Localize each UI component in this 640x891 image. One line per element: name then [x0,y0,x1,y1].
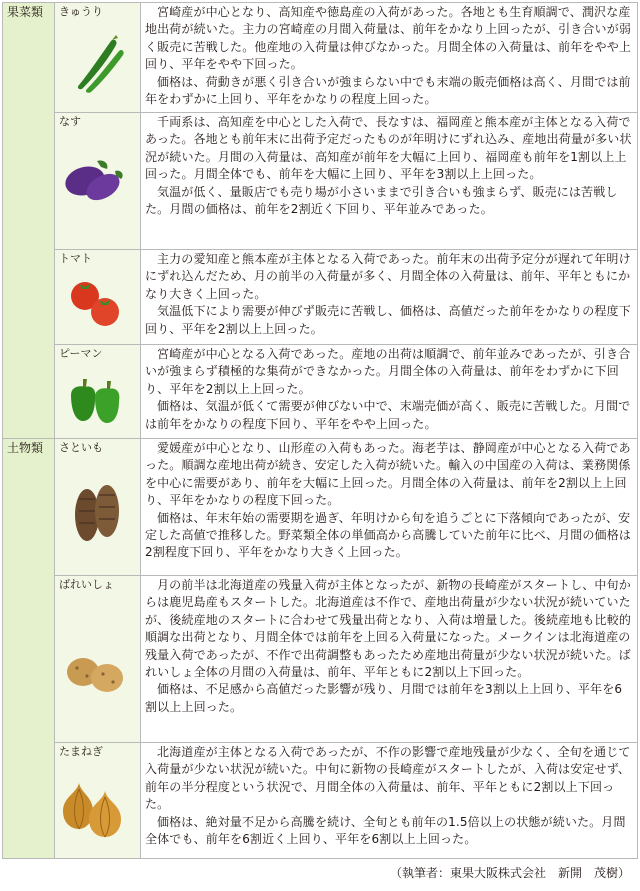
row-potato [3,576,638,743]
item-name: トマト [59,252,92,265]
description-cell [141,3,638,113]
item-name: なす [59,115,81,128]
description-cell [141,113,638,250]
description-cell [141,439,638,576]
potato-icon [63,646,129,700]
paragraph: 愛媛産が中心となり、山形産の入荷もあった。海老芋は、静岡産が中心となる入荷であった。順調な産地出荷が続き、安定した入荷が続いた。輸入の中国産の入荷は、業務関係を中心に需要があり、前年を大幅に上回った。月間全体の入荷量は、前年を2割以上上回り、平年をかなりの程度下回った。 [145,441,631,508]
name-cell [55,250,141,345]
row-pepper [3,345,638,439]
row-tomato [3,250,638,345]
category-label: 土物類 [7,441,44,455]
name-cell [55,743,141,859]
description-cell [141,250,638,345]
description-cell [141,345,638,439]
paragraph: 主力の愛知産と熊本産が主体となる入荷であった。前年末の出荷予定分が遅れて年明けにずれ込んだため、月の前半の入荷量が多く、月間全体の入荷量は、前年、平年ともにかなり大きく上回った。 [145,252,631,301]
paragraph: 価格は、気温が低くて需要が伸びない中で、末端売価が高く、販売に苦戦した。月間では前年をかなりの程度下回り、平年をやや上回った。 [145,399,631,431]
vegetable-market-table [2,2,638,859]
item-name: たまねぎ [59,745,103,758]
name-cell [55,345,141,439]
tomato-icon [63,270,127,330]
eggplant-icon [61,149,127,205]
row-eggplant [3,113,638,250]
name-cell [55,3,141,113]
name-cell [55,576,141,743]
paragraph: 宮崎産が中心となり、高知産や徳島産の入荷があった。各地とも生育順調で、潤沢な産地出荷が続いた。主力の宮崎産の月間入荷量は、前年をかなり上回ったが、引き合いが弱く販売に苦戦した。他産地の入荷量は伸びなかった。月間全体の入荷量は、前年をやや上回り、平年をやや下回った。 [145,5,632,72]
row-cucumber [3,3,638,113]
paragraph: 月の前半は北海道産の残量入荷が主体となったが、新物の長崎産がスタートし、中旬からは鹿児島産もスタートした。北海道産は不作で、産地出荷量が少ない状況が続いていたが、後続産地のスタートに合わせて残量出荷となり、入荷は増量した。後続産地も比較的順調な出荷となり、月間全体では前年を上回る入荷量になった。メークインは北海道産の残量入荷であったが、不作で出荷調整もあったため産地出荷量が少ない状況が続いた。ばれいしょ全体の月間の入荷量は、前年、平年ともに2割以上下回った。 [145,578,632,680]
paragraph: 価格は、絶対量不足から高騰を続け、全旬とも前年の1.5倍以上の状態が続いた。月間全体でも、前年を6割近く上回り、平年を6割以上上回った。 [145,814,626,847]
category-fruit-veg [3,3,55,439]
pepper-icon [65,373,129,429]
paragraph: 宮崎産が中心となる入荷であった。産地の出荷は順調で、前年並みであったが、引き合いが強まらず積極的な集荷ができなかった。月間全体の入荷量は、前年をわずかに下回り、平年を2割以上上回った。 [145,347,631,396]
row-onion [3,743,638,859]
item-name: きゅうり [59,5,103,18]
row-taro [3,439,638,576]
item-name: ばれいしょ [59,578,114,591]
paragraph: 千両系は、高知産を中心とした入荷で、長なすは、福岡産と熊本産が主体となる入荷であった。各地とも前年末に出荷予定だったものが年明けにずれ込み、産地出荷量が多い状況が続いた。月間の入荷量は、高知産が前年を大幅に上回り、福岡産も前年を1割以上上回った。月間全体でも、前年を大幅に上回り、平年を3割以上上回った。 [145,115,632,182]
paragraph: 価格は、年末年始の需要期を過ぎ、年明けから旬を追うごとに下落傾向であったが、安定した高値で推移した。野菜類全体の単価高から高騰していた前年に比べ、月間の価格は2割程度下回り、平年をかなり大きく上回った。 [145,510,632,560]
name-cell [55,439,141,576]
name-cell [55,113,141,250]
taro-icon [69,475,129,545]
author-credit: （執筆者：東果大阪株式会社 新開 茂樹） [389,866,630,880]
item-name: さといも [59,441,103,454]
category-root-veg [3,439,55,859]
paragraph: 価格は、不足感から高値だった影響が残り、月間では前年を3割以上上回り、平年を6割以上上回った。 [145,682,623,714]
item-name: ピーマン [59,347,103,360]
paragraph: 気温低下により需要が伸びず販売に苦戦し、価格は、高値だった前年をかなりの程度下回り、平年を2割以上上回った。 [145,304,631,336]
description-cell [141,576,638,743]
category-label: 果菜類 [7,5,44,19]
paragraph: 気温が低く、量販店でも売り場が小さいままで引き合いも強まらず、販売には苦戦した。月間の価格は、前年を2割近く下回り、平年並みであった。 [145,184,618,217]
description-cell [141,743,638,859]
cucumber-icon [67,33,127,93]
onion-icon [59,775,127,839]
paragraph: 価格は、荷動きが悪く引き合いが強まらない中でも末端の販売価格は高く、月間では前年をわずかに上回り、平年をかなりの程度上回った。 [145,74,631,107]
paragraph: 北海道産が主体となる入荷であったが、不作の影響で産地残量が少なく、全旬を通じて入荷量が少ない状況が続いた。中旬に新物の長崎産がスタートしたが、入荷は安定せず、前年の半分程度という状況で、月間全体の入荷量は、前年、平年ともに2割以上下回った。 [145,745,631,812]
